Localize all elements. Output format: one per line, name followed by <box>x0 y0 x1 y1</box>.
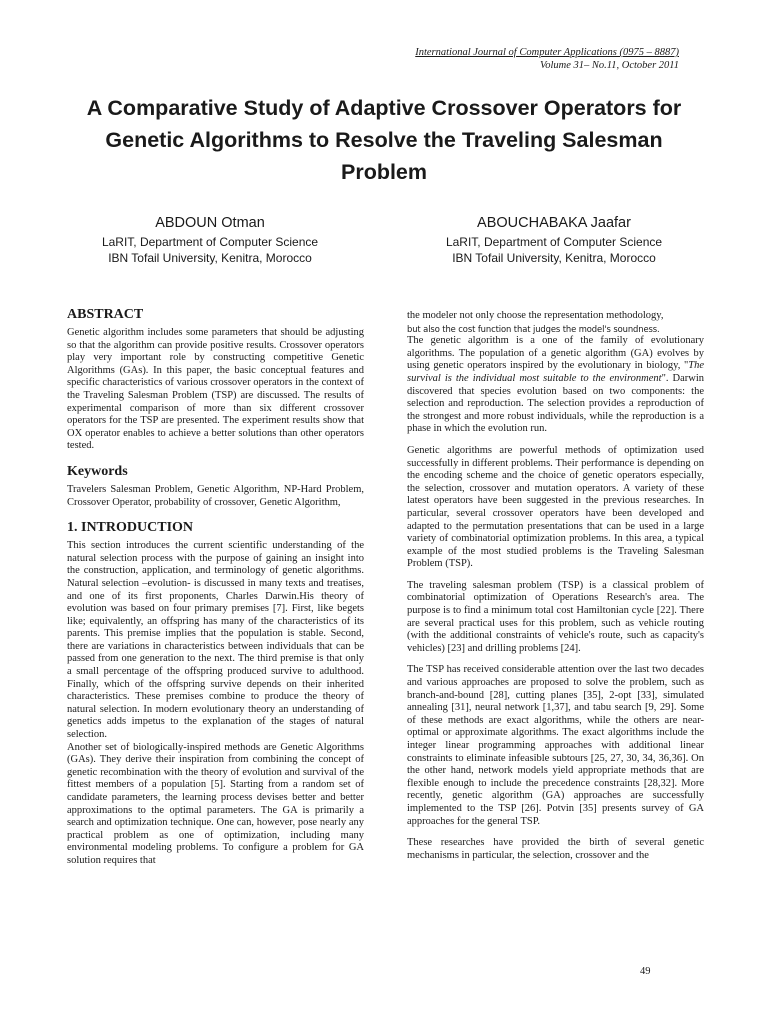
body-paragraph-1 <box>407 335 704 436</box>
left-column <box>67 306 364 868</box>
paper-title: A Comparative Study of Adaptive Crossover Operators for Genetic Algorithms to Resolve the Traveling Salesman Problem <box>86 96 682 184</box>
body-paragraph-3: The traveling salesman problem (TSP) is a classical problem of combinatorial optimization of Operations Research's area. The purpose is to find a minimum total cost Hamiltonian cycle [22]. There are several practical uses for this problem, such as vehicle routing (with the additional constraints of vehicle's route, such as capacity's vehicles) [23] and drilling problems [24]. <box>407 579 704 654</box>
page-number: 49 <box>640 966 651 977</box>
author-department: LaRIT, Department of Computer Science <box>101 235 319 249</box>
volume-info: Volume 31– No.11, October 2011 <box>539 60 679 71</box>
abstract-text: Genetic algorithm includes some parameters that should be adjusting so that the algorithm can provide positive results. Crossover operators play very important role by constructing competitive Genetic Algorithms (GAs). In this paper, the basic conceptual features and specific characteristics of various crossover operators in the context of the Traveling Salesman Problem (TSP) are discussed. The results of experimental comparison of more than six different crossover operators for the TSP are presented. The experiment results show that OX operator enables to achieve a better solutions than other operators tested. <box>67 327 364 452</box>
author-name: ABOUCHABAKA Jaafar <box>477 215 631 231</box>
author-block <box>40 214 728 274</box>
body-text: ". Darwin discovered that species evolution based on two components: the selection and reproduction. The selection provides a reproduction of the strongest and more robust individuals, while the reproduction is a phase in which the evolution run. <box>407 372 704 435</box>
continued-line-2: but also the cost function that judges the model's soundness. <box>407 323 660 334</box>
keywords-text: Travelers Salesman Problem, Genetic Algorithm, NP-Hard Problem, Crossover Operator, probability of crossover, Genetic Algorithm, <box>67 483 364 508</box>
journal-name: International Journal of Computer Applications (0975 – 8887) <box>415 47 679 58</box>
body-text: The genetic algorithm is a one of the family of evolutionary algorithms. The population of a genetic algorithm (GA) evolves by using genetic operators inspired by the evolutionary in biology, " <box>407 335 704 372</box>
running-header <box>415 46 679 72</box>
body-paragraph-5: These researches have provided the birth of several genetic mechanisms in particular, the selection, crossover and the <box>407 837 704 861</box>
author-university: IBN Tofail University, Kenitra, Morocco <box>452 251 656 265</box>
body-paragraph-4: The TSP has received considerable attention over the last two decades and various approaches are proposed to solve the problem, such as branch-and-bound [28], cutting planes [35], 2-opt [33], simulated annealing [31], neural network [1,37], and tabu search [9, 29]. Some of these methods are exact algorithms, while the others are near-optimal or approximate algorithms. The exact algorithms include the integer linear programming approaches with additional linear constraints to eliminate infeasible subtours [25, 27, 30, 34, 36,36]. On the other hand, network models yield appropriate methods that are flexible enough to include the precedence constraints [28,32]. More recently, genetic algorithm (GA) approaches are successfully implemented to the TSP [26]. Potvin [35] presents survey of GA approaches for the general TSP. <box>407 664 704 827</box>
keywords-heading: Keywords <box>67 463 128 479</box>
introduction-paragraph-2: Another set of biologically-inspired methods are Genetic Algorithms (GAs). They derive their inspiration from combining the concept of genetic recombination with the theory of evolution and survival of the fittest members of a population [5]. Starting from a random set of candidate parameters, the learning process devises better and better approximations to the optimal parameters. The GA is primarily a search and optimization technique. One can, however, pose nearly any practical problem as one of optimization, including many environmental modeling problems. To configure a problem for GA solution requires that <box>67 741 364 866</box>
author-2 <box>384 214 724 266</box>
abstract-heading: ABSTRACT <box>67 307 144 322</box>
right-column <box>407 310 704 862</box>
author-department: LaRIT, Department of Computer Science <box>445 235 663 249</box>
author-1 <box>40 214 380 266</box>
author-name: ABDOUN Otman <box>155 215 265 231</box>
continued-line: the modeler not only choose the representation methodology, <box>407 310 664 321</box>
introduction-paragraph-1: This section introduces the current scientific understanding of the natural selection process with the purpose of gaining an insight into the construction, application, and terminology of genetic algorithms. Natural selection –evolution- is discussed in many texts and treatises, and one of its first proponents, Charles Darwin.His theory of evolution was based on four primary premises [7]. First, like begets like; equivalently, an offspring has many of the characteristics of its parents. This premise implies that the population is stable. Second, there are variations in characteristics between individuals that can be passed from one generation to the next. The third premise is that only a small percentage of the offspring produced survive to adulthood. Finally, which of the offspring survive depends on their inherited characteristics. These premises combine to produce the theory of natural selection. In modern evolutionary theory an understanding of genetics adds impetus to the explanation of the stages of natural selection. <box>67 540 364 741</box>
introduction-heading: 1. INTRODUCTION <box>67 520 194 536</box>
author-university: IBN Tofail University, Kenitra, Morocco <box>108 251 312 265</box>
body-paragraph-2: Genetic algorithms are powerful methods of optimization used successfully in different problems. Their performance is depending on the encoding scheme and the choice of genetic operators especially, the selection, crossover and mutation operators. A variety of these latest operators have been suggested in the previous researches. In particular, several crossover operators have been developed and adapted to the permutation presentations that can be used in a large variety of combinatorial optimization problems. In this area, a typical example of the most studied problems is the Traveling Salesman Problem (TSP). <box>407 444 704 570</box>
quote-text: The survival is the individual most suitable to the environment <box>407 360 704 384</box>
